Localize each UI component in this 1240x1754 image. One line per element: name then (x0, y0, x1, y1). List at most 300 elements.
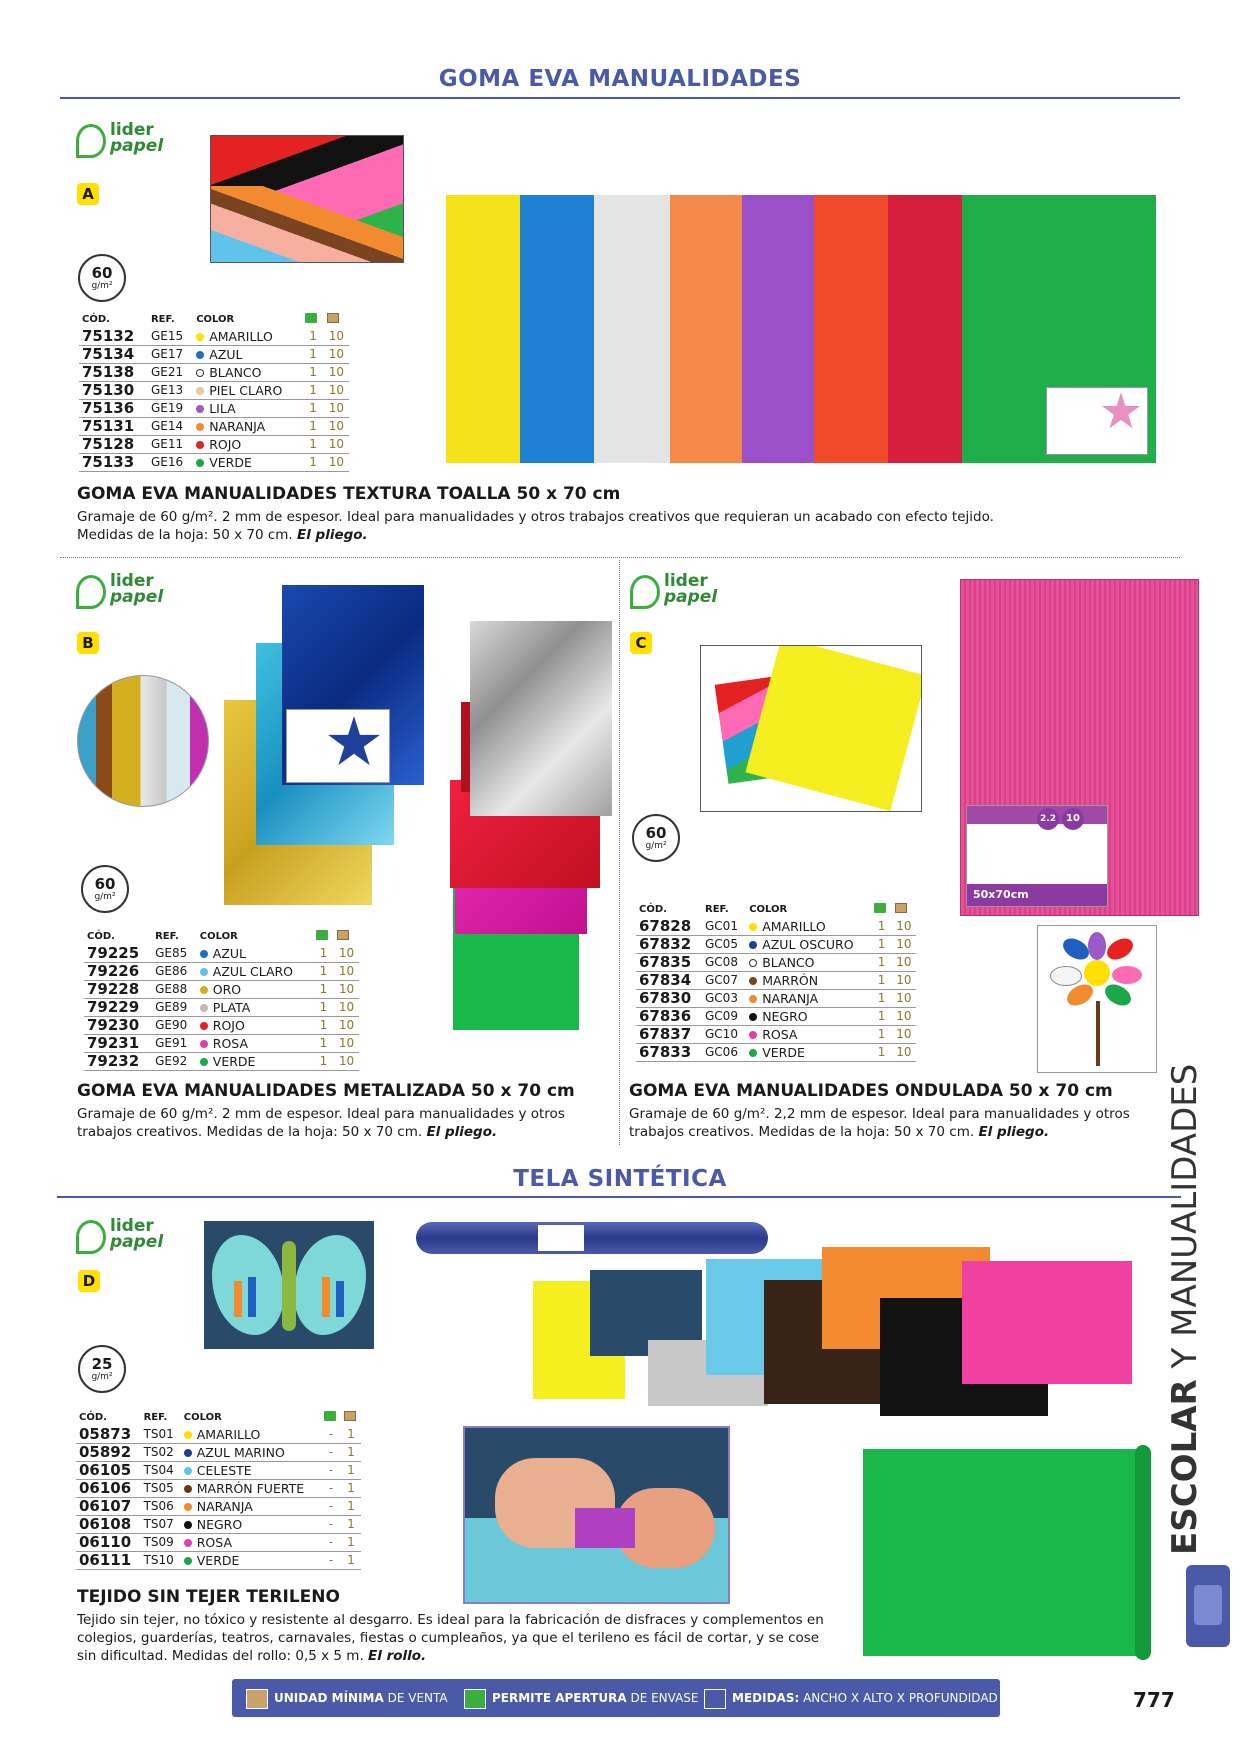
table-row (79, 454, 349, 472)
backpack-icon (1186, 1565, 1230, 1647)
open-pack-cell: - (321, 1444, 341, 1462)
color-name: ROJO (212, 1018, 245, 1033)
brand-logo (76, 1216, 186, 1260)
color-name: VERDE (196, 1553, 240, 1568)
desc-line: Gramaje de 60 g/m². 2 mm de espesor. Ideal para manualidades y otros trabajos creativos que requieran un acabado con efecto tejido. (77, 509, 994, 525)
package-size: 50x70cm (967, 884, 1107, 906)
color-cell (193, 328, 302, 346)
code-cell: 06108 (76, 1516, 141, 1534)
star-icon (1101, 392, 1141, 432)
open-pack-cell: - (321, 1462, 341, 1480)
ref-cell: GC07 (702, 972, 746, 990)
unit-cell: 1 (341, 1480, 361, 1498)
color-name: MARRÓN (762, 973, 819, 988)
ref-cell: TS02 (141, 1444, 181, 1462)
color-cell (746, 936, 871, 954)
color-name: NARANJA (196, 1499, 253, 1514)
open-pack-cell: 1 (871, 1044, 891, 1062)
unit-cell: 1 (341, 1498, 361, 1516)
table-row (76, 1462, 361, 1480)
color-cell (197, 1017, 313, 1035)
color-dot-icon (749, 995, 757, 1003)
leaf-icon (76, 1220, 106, 1254)
color-name: ORO (212, 982, 242, 997)
open-pack-cell: 1 (871, 1026, 891, 1044)
color-dot-icon (200, 986, 208, 994)
color-dot-icon (749, 977, 757, 985)
code-cell: 79229 (84, 999, 152, 1017)
roll-label (538, 1225, 584, 1251)
thickness-badge: 2.2 (1037, 808, 1059, 830)
header-color: COLOR (196, 313, 235, 325)
unit-cell: 10 (892, 990, 916, 1008)
desc-line (77, 1123, 617, 1141)
color-dot-icon (200, 1058, 208, 1066)
color-cell (181, 1480, 321, 1498)
color-dot-icon (200, 1004, 208, 1012)
color-cell (746, 954, 871, 972)
table-row (636, 954, 916, 972)
ref-cell: GC10 (702, 1026, 746, 1044)
unit-cell: 1 (341, 1462, 361, 1480)
table-row (76, 1534, 361, 1552)
color-cell (746, 918, 871, 936)
header-ref: REF. (705, 903, 729, 915)
color-name: ROSA (196, 1535, 232, 1550)
divider (619, 560, 620, 1145)
color-cell (193, 382, 302, 400)
sewing-photo (463, 1426, 730, 1604)
brand-logo (76, 120, 186, 164)
table-row (76, 1552, 361, 1570)
color-cell (181, 1444, 321, 1462)
header-color: COLOR (183, 1411, 222, 1423)
code-cell: 79232 (84, 1053, 152, 1071)
table-row (636, 936, 916, 954)
legend-text: DE VENTA (383, 1691, 448, 1705)
ref-cell: GC03 (702, 990, 746, 1008)
ref-cell: TS05 (141, 1480, 181, 1498)
desc-text: trabajos creativos. Medidas de la hoja: 50 x 70 cm. (629, 1124, 975, 1140)
color-cell (181, 1534, 321, 1552)
star-icon (327, 716, 381, 770)
unit-cell: 1 (341, 1552, 361, 1570)
brand-line2: papel (664, 587, 718, 607)
color-name: AZUL MARINO (196, 1445, 285, 1460)
open-pack-cell: 1 (871, 936, 891, 954)
unit-cell: 10 (892, 972, 916, 990)
color-cell (746, 1026, 871, 1044)
header-code: CÓD. (87, 930, 115, 942)
grammage-unit: g/m² (645, 841, 667, 851)
header-code: CÓD. (639, 903, 667, 915)
ref-cell: GC05 (702, 936, 746, 954)
unit-cell: 10 (892, 1044, 916, 1062)
legend-dimensions (704, 1679, 998, 1717)
legend-bar (232, 1679, 1000, 1717)
code-cell: 06105 (76, 1462, 141, 1480)
ref-cell: TS01 (141, 1426, 181, 1444)
product-table-d (76, 1410, 361, 1570)
header-code: CÓD. (82, 313, 110, 325)
header-ref: REF. (150, 313, 175, 325)
header-color: COLOR (749, 903, 788, 915)
grammage-unit: g/m² (91, 1372, 113, 1382)
table-row (76, 1516, 361, 1534)
ref-cell: GE85 (152, 945, 197, 963)
color-name: ROSA (762, 1027, 798, 1042)
table-row (84, 1035, 359, 1053)
ref-cell: GE88 (152, 981, 197, 999)
legend-text: PERMITE APERTURA (492, 1691, 627, 1705)
color-name: BLANCO (209, 365, 262, 380)
ref-cell: GC08 (702, 954, 746, 972)
table-row (79, 418, 349, 436)
grammage-unit: g/m² (94, 892, 116, 902)
grammage-value: 25 (91, 1355, 113, 1373)
ref-cell: GE13 (148, 382, 193, 400)
grammage-value: 60 (91, 264, 113, 282)
unit-cell: 10 (892, 954, 916, 972)
ref-cell: GE11 (148, 436, 193, 454)
product-title-d: TEJIDO SIN TEJER TERILENO (77, 1587, 340, 1607)
product-desc-d (77, 1611, 857, 1665)
header-ref: REF. (155, 930, 179, 942)
ref-cell: GE19 (148, 400, 193, 418)
code-cell: 75131 (79, 418, 148, 436)
unit-cell: 10 (324, 418, 349, 436)
metal-sheet-silver (470, 621, 612, 816)
product-badge-d: D (78, 1270, 100, 1292)
color-cell (181, 1498, 321, 1516)
page-number: 777 (1133, 1688, 1175, 1712)
desc-unit: El pliego. (426, 1124, 498, 1140)
box-icon (334, 929, 359, 945)
ref-cell: GE86 (152, 963, 197, 981)
desc-text: sin dificultad. Medidas del rollo: 0,5 x 5 m. (77, 1648, 364, 1664)
code-cell: 06110 (76, 1534, 141, 1552)
color-cell (193, 454, 302, 472)
open-pack-cell: 1 (302, 346, 323, 364)
color-name: NARANJA (762, 991, 819, 1006)
fabric-pink (962, 1261, 1132, 1384)
color-dot-icon (749, 941, 757, 949)
section-rule (57, 1196, 1181, 1198)
leaf-icon (76, 575, 106, 609)
open-pack-cell: 1 (302, 364, 323, 382)
ref-cell: GC06 (702, 1044, 746, 1062)
ref-cell: TS06 (141, 1498, 181, 1516)
color-dot-icon (184, 1539, 192, 1547)
divider (60, 557, 1180, 558)
color-dot-icon (184, 1467, 192, 1475)
color-dot-icon (196, 423, 204, 431)
ref-cell: GE90 (152, 1017, 197, 1035)
color-dot-icon (184, 1503, 192, 1511)
unit-cell: 10 (334, 963, 359, 981)
open-pack-icon (302, 312, 323, 328)
open-pack-cell: - (321, 1480, 341, 1498)
color-cell (193, 436, 302, 454)
brand-logo (76, 571, 186, 615)
code-cell: 79225 (84, 945, 152, 963)
code-cell: 75132 (79, 328, 148, 346)
table-row (636, 1008, 916, 1026)
color-dot-icon (749, 1013, 757, 1021)
unit-cell: 10 (892, 918, 916, 936)
color-dot-icon (196, 405, 204, 413)
product-desc-c (629, 1105, 1169, 1141)
color-name: ROSA (212, 1036, 249, 1051)
desc-unit: El pliego. (978, 1124, 1050, 1140)
color-name: VERDE (762, 1045, 805, 1060)
color-name: VERDE (209, 455, 252, 470)
color-dot-icon (200, 950, 208, 958)
color-name: PLATA (212, 1000, 251, 1015)
section-title-tela: TELA SINTÉTICA (513, 1166, 727, 1192)
color-cell (193, 346, 302, 364)
code-cell: 67828 (636, 918, 702, 936)
section-title-goma-eva: GOMA EVA MANUALIDADES (438, 66, 802, 92)
open-pack-cell: 1 (302, 436, 323, 454)
table-row (76, 1426, 361, 1444)
open-pack-cell: 1 (313, 1035, 334, 1053)
color-dot-icon (200, 968, 208, 976)
ref-cell: TS09 (141, 1534, 181, 1552)
open-pack-cell: 1 (313, 945, 334, 963)
open-pack-cell: 1 (313, 1017, 334, 1035)
ref-cell: GE92 (152, 1053, 197, 1071)
brand-line1: lider (110, 571, 154, 591)
color-dot-icon (184, 1449, 192, 1457)
open-pack-cell: 1 (302, 418, 323, 436)
table-row (84, 963, 359, 981)
product-desc-b (77, 1105, 617, 1141)
open-pack-cell: 1 (871, 954, 891, 972)
color-dot-icon (196, 351, 204, 359)
color-name: VERDE (212, 1054, 256, 1069)
legend-text: MEDIDAS: (732, 1691, 800, 1705)
grammage-unit: g/m² (91, 281, 113, 291)
desc-text: Medidas de la hoja: 50 x 70 cm. (77, 527, 293, 543)
color-name: NEGRO (196, 1517, 243, 1532)
code-cell: 06106 (76, 1480, 141, 1498)
unit-cell: 10 (324, 382, 349, 400)
color-name: AMARILLO (209, 329, 273, 344)
brand-logo (630, 571, 740, 615)
header-ref: REF. (143, 1411, 168, 1423)
box-icon (246, 1689, 268, 1709)
color-name: AZUL CLARO (212, 964, 294, 979)
grammage-value: 60 (645, 824, 667, 842)
color-name: AZUL OSCURO (762, 937, 854, 952)
open-pack-cell: 1 (302, 382, 323, 400)
dimensions-icon (704, 1689, 726, 1709)
flower-craft-image (1037, 925, 1157, 1073)
unit-cell: 10 (324, 454, 349, 472)
code-cell: 67832 (636, 936, 702, 954)
table-row (84, 1053, 359, 1071)
leaf-icon (76, 124, 106, 158)
unit-cell: 1 (341, 1426, 361, 1444)
package-label-b (286, 709, 390, 783)
color-cell (181, 1462, 321, 1480)
ref-cell: GE17 (148, 346, 193, 364)
legend-unit (246, 1679, 448, 1717)
color-name: AMARILLO (196, 1427, 261, 1442)
unit-cell: 10 (324, 364, 349, 382)
color-cell (193, 364, 302, 382)
code-cell: 79226 (84, 963, 152, 981)
color-cell (197, 945, 313, 963)
grammage-badge-d (78, 1345, 126, 1393)
color-cell (197, 1035, 313, 1053)
unit-cell: 10 (892, 1026, 916, 1044)
open-pack-cell: - (321, 1516, 341, 1534)
open-pack-icon (313, 929, 334, 945)
color-name: AMARILLO (762, 919, 826, 934)
code-cell: 67836 (636, 1008, 702, 1026)
code-cell: 75128 (79, 436, 148, 454)
color-cell (197, 963, 313, 981)
code-cell: 06111 (76, 1552, 141, 1570)
color-cell (181, 1426, 321, 1444)
grammage-badge-b (81, 865, 129, 913)
sheets-image-a (446, 195, 1166, 463)
open-pack-cell: 1 (313, 1053, 334, 1071)
brand-line1: lider (110, 1216, 154, 1236)
color-cell (746, 1044, 871, 1062)
brand-line1: lider (110, 120, 154, 140)
box-icon (892, 902, 916, 918)
desc-line (77, 1647, 857, 1665)
table-row (84, 945, 359, 963)
desc-text: trabajos creativos. Medidas de la hoja: 50 x 70 cm. (77, 1124, 423, 1140)
color-dot-icon (184, 1485, 192, 1493)
box-icon (324, 312, 349, 328)
code-cell: 67833 (636, 1044, 702, 1062)
table-row (79, 382, 349, 400)
unit-cell: 10 (892, 936, 916, 954)
package-label-c (966, 805, 1108, 907)
fabric-roll-navy (416, 1222, 768, 1254)
table-row (636, 1026, 916, 1044)
unit-cell: 1 (341, 1534, 361, 1552)
desc-unit: El pliego. (296, 527, 368, 543)
color-dot-icon (196, 387, 204, 395)
color-cell (193, 400, 302, 418)
color-cell (746, 990, 871, 1008)
product-badge-c: C (630, 632, 652, 654)
open-pack-cell: - (321, 1426, 341, 1444)
desc-line (77, 526, 1177, 544)
ref-cell: GE89 (152, 999, 197, 1017)
color-dot-icon (184, 1521, 192, 1529)
table-row (79, 436, 349, 454)
table-row (79, 328, 349, 346)
unit-cell: 10 (324, 436, 349, 454)
color-dot-icon (200, 1022, 208, 1030)
table-row (636, 1044, 916, 1062)
unit-cell: 10 (324, 400, 349, 418)
color-cell (181, 1516, 321, 1534)
legend-text: UNIDAD MÍNIMA (274, 1691, 384, 1705)
code-cell: 75134 (79, 346, 148, 364)
unit-cell: 10 (892, 1008, 916, 1026)
product-table-b (84, 929, 359, 1071)
color-dot-icon (749, 923, 757, 931)
side-label-bold: ESCOLAR (1165, 1379, 1205, 1555)
leaf-icon (630, 575, 660, 609)
color-dot-icon (196, 459, 204, 467)
open-pack-cell: 1 (302, 454, 323, 472)
brand-line2: papel (110, 587, 164, 607)
open-pack-icon (464, 1689, 486, 1709)
ref-cell: GE15 (148, 328, 193, 346)
product-table-a (79, 312, 349, 472)
open-pack-cell: 1 (302, 400, 323, 418)
brand-line2: papel (110, 136, 164, 156)
unit-cell: 1 (341, 1444, 361, 1462)
table-row (84, 1017, 359, 1035)
product-badge-a: A (77, 183, 99, 205)
color-name: ROJO (209, 437, 242, 452)
code-cell: 75136 (79, 400, 148, 418)
legend-text: ANCHO X ALTO X PROFUNDIDAD (799, 1691, 998, 1705)
color-cell (197, 1053, 313, 1071)
desc-line (629, 1123, 1169, 1141)
desc-line: Tejido sin tejer, no tóxico y resistente al desgarro. Es ideal para la fabricación de disfraces y complementos en (77, 1612, 824, 1628)
unit-cell: 10 (334, 999, 359, 1017)
unit-cell: 10 (334, 1053, 359, 1071)
table-row (636, 918, 916, 936)
color-name: CELESTE (196, 1463, 252, 1478)
code-cell: 05873 (76, 1426, 141, 1444)
product-badge-b: B (77, 632, 99, 654)
table-row (76, 1444, 361, 1462)
color-name: LILA (209, 401, 236, 416)
code-cell: 75138 (79, 364, 148, 382)
desc-unit: El rollo. (368, 1648, 427, 1664)
package-label-a (1046, 387, 1148, 455)
open-pack-cell: - (321, 1498, 341, 1516)
color-name: NEGRO (762, 1009, 808, 1024)
legend-text: DE ENVASE (626, 1691, 699, 1705)
color-name: MARRÓN FUERTE (196, 1481, 305, 1496)
code-cell: 67837 (636, 1026, 702, 1044)
unit-cell: 10 (334, 1017, 359, 1035)
unit-cell: 10 (334, 945, 359, 963)
unit-cell: 1 (341, 1516, 361, 1534)
sample-image-a (210, 135, 404, 263)
side-label-rest: Y MANUALIDADES (1165, 1063, 1205, 1380)
quantity-badge: 10 (1062, 808, 1084, 830)
open-pack-icon (321, 1410, 341, 1426)
grammage-value: 60 (94, 875, 116, 893)
ref-cell: GE91 (152, 1035, 197, 1053)
metal-sheet-blue (282, 585, 424, 785)
code-cell: 75133 (79, 454, 148, 472)
box-icon (341, 1410, 361, 1426)
ref-cell: TS07 (141, 1516, 181, 1534)
open-pack-cell: 1 (871, 990, 891, 1008)
color-name: AZUL (209, 347, 243, 362)
desc-line: colegios, guarderías, teatros, carnavales, fiestas o cumpleaños, ya que el terileno es fácil de cortar, y se cose (77, 1630, 820, 1646)
butterfly-craft-image (204, 1221, 374, 1349)
brand-line2: papel (110, 1232, 164, 1252)
sample-image-b (77, 675, 209, 807)
product-desc-a (77, 508, 1177, 544)
